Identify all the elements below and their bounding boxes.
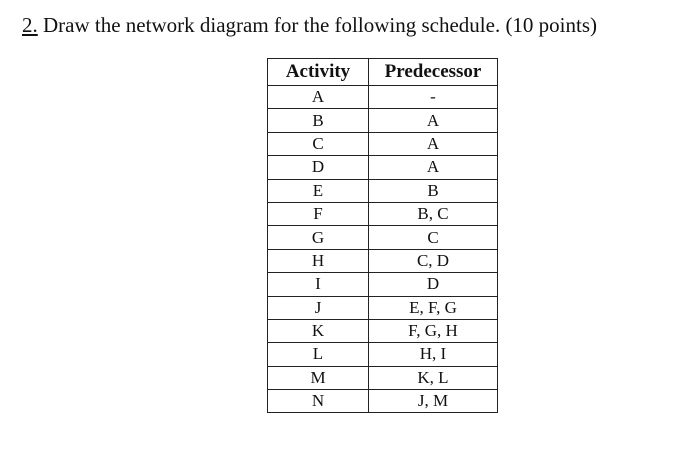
table-row bbox=[268, 390, 498, 413]
predecessor-cell: E, F, G bbox=[369, 296, 498, 319]
question-heading bbox=[22, 12, 597, 38]
table-row bbox=[268, 132, 498, 155]
activity-cell: G bbox=[268, 226, 369, 249]
predecessor-cell: F, G, H bbox=[369, 319, 498, 342]
activity-cell: M bbox=[268, 366, 369, 389]
table-row bbox=[268, 249, 498, 272]
predecessor-cell: A bbox=[369, 156, 498, 179]
predecessor-cell: H, I bbox=[369, 343, 498, 366]
schedule-table bbox=[267, 58, 498, 413]
predecessor-cell: B, C bbox=[369, 202, 498, 225]
activity-cell: B bbox=[268, 109, 369, 132]
activity-cell: F bbox=[268, 202, 369, 225]
predecessor-cell: J, M bbox=[369, 390, 498, 413]
table-row bbox=[268, 343, 498, 366]
activity-cell: L bbox=[268, 343, 369, 366]
predecessor-cell: K, L bbox=[369, 366, 498, 389]
table-row bbox=[268, 273, 498, 296]
table-row bbox=[268, 109, 498, 132]
table-row bbox=[268, 296, 498, 319]
table-row bbox=[268, 86, 498, 109]
activity-cell: H bbox=[268, 249, 369, 272]
table-row bbox=[268, 319, 498, 342]
activity-cell: K bbox=[268, 319, 369, 342]
header-predecessor: Predecessor bbox=[369, 59, 498, 86]
activity-cell: N bbox=[268, 390, 369, 413]
table-row bbox=[268, 156, 498, 179]
table-row bbox=[268, 226, 498, 249]
activity-cell: E bbox=[268, 179, 369, 202]
activity-cell: I bbox=[268, 273, 369, 296]
predecessor-cell: - bbox=[369, 86, 498, 109]
activity-cell: J bbox=[268, 296, 369, 319]
header-activity: Activity bbox=[268, 59, 369, 86]
activity-cell: C bbox=[268, 132, 369, 155]
activity-cell: D bbox=[268, 156, 369, 179]
predecessor-cell: C bbox=[369, 226, 498, 249]
predecessor-cell: C, D bbox=[369, 249, 498, 272]
table-row bbox=[268, 179, 498, 202]
activity-cell: A bbox=[268, 86, 369, 109]
table-row bbox=[268, 366, 498, 389]
question-text: Draw the network diagram for the following schedule. (10 points) bbox=[43, 13, 598, 37]
predecessor-cell: B bbox=[369, 179, 498, 202]
predecessor-cell: D bbox=[369, 273, 498, 296]
question-number: 2. bbox=[22, 13, 38, 37]
predecessor-cell: A bbox=[369, 109, 498, 132]
predecessor-cell: A bbox=[369, 132, 498, 155]
table-row bbox=[268, 202, 498, 225]
table-header-row bbox=[268, 59, 498, 86]
